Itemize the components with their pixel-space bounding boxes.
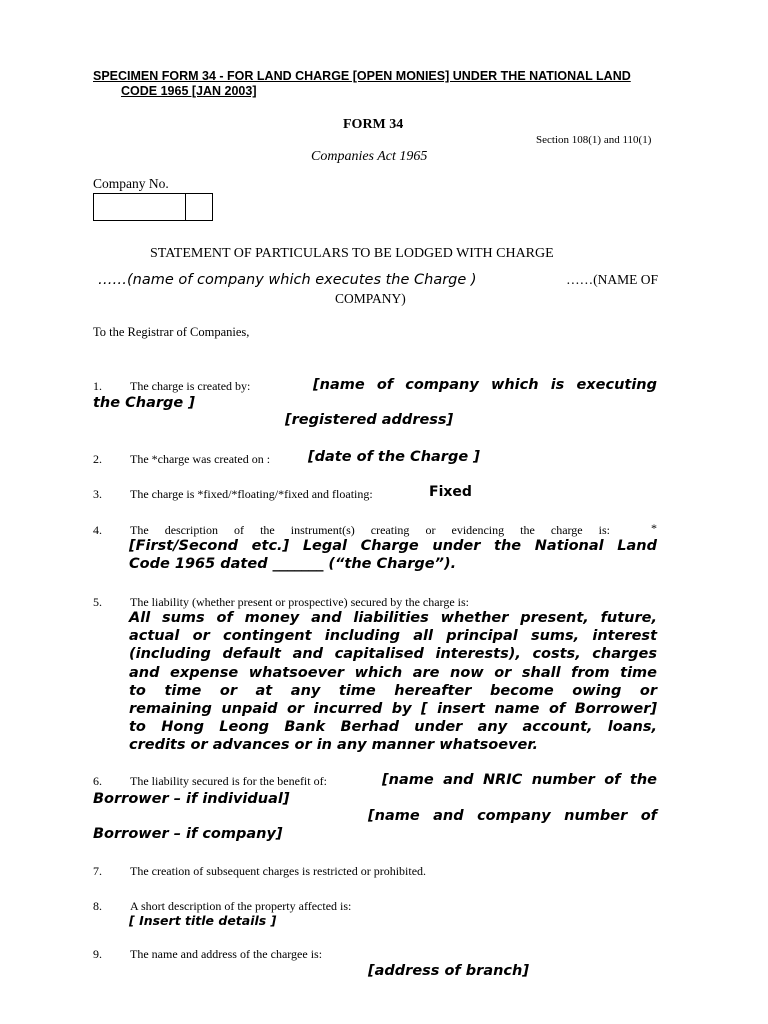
liability-line: remaining unpaid or incurred by [ insert name of Borrower] [129, 701, 657, 718]
company-no-box-divider [185, 194, 186, 220]
item-9-value: [address of branch] [368, 963, 529, 979]
item-5-liability-text [129, 609, 657, 755]
item-6-value-d: Borrower – if company] [93, 826, 283, 842]
liability-line: (including default and capitalised interests), costs, charges [129, 646, 657, 663]
item-8-number: 8. [93, 899, 102, 913]
item-1-value-c: [registered address] [285, 412, 454, 428]
item-6-value-a: [name and NRIC number of the [382, 772, 657, 788]
item-6-value-b: Borrower – if individual] [93, 791, 290, 807]
item-7-number: 7. [93, 864, 102, 878]
company-name-line [98, 272, 658, 289]
statement-title: STATEMENT OF PARTICULARS TO BE LODGED WITH CHARGE [150, 246, 554, 261]
item-8-label: A short description of the property affected is: [130, 899, 352, 913]
item-8-value: [ Insert title details ] [129, 913, 277, 928]
company-name-suffix: ……(NAME OF [566, 272, 658, 287]
item-1-value-b: the Charge ] [93, 395, 195, 411]
item-5-label: The liability (whether present or prospective) secured by the charge is: [130, 595, 469, 609]
document-heading-line1: SPECIMEN FORM 34 - FOR LAND CHARGE [OPEN MONIES] UNDER THE NATIONAL LAND [93, 69, 631, 83]
item-6-label: The liability secured is for the benefit of: [130, 774, 327, 788]
item-4-label: The description of the instrument(s) creating or evidencing the charge is: [130, 523, 610, 537]
item-3-value: Fixed [429, 484, 472, 500]
liability-line: All sums of money and liabilities whether present, future, [129, 610, 657, 626]
liability-line: actual or contingent including all principal sums, interest [129, 628, 657, 645]
item-4-value-b: Code 1965 dated _______ (“the Charge”). [129, 556, 457, 572]
liability-line: to Hong Leong Bank Berhad under any account, loans, [129, 719, 657, 736]
item-3-number: 3. [93, 487, 102, 501]
company-name-suffix2: COMPANY) [335, 291, 406, 306]
item-9-label: The name and address of the chargee is: [130, 947, 323, 961]
act-name: Companies Act 1965 [311, 149, 428, 164]
liability-line: credits or advances or in any manner whatsoever. [129, 737, 538, 754]
liability-line: to time or at any time hereafter become owing or [129, 682, 657, 699]
liability-line: and expense whatsoever which are now or shall from time [129, 664, 657, 681]
item-7-label: The creation of subsequent charges is restricted or prohibited. [130, 864, 427, 878]
item-1-value-a: [name of company which is executing [313, 377, 657, 393]
item-1-number: 1. [93, 379, 102, 393]
item-6-number: 6. [93, 774, 102, 788]
company-name-placeholder: ……(name of company which executes the Charge ) [98, 272, 477, 288]
form-title: FORM 34 [343, 117, 404, 132]
item-5-number: 5. [93, 595, 102, 609]
company-no-label: Company No. [93, 176, 169, 191]
document-heading-line2: CODE 1965 [JAN 2003] [121, 84, 257, 98]
item-9-number: 9. [93, 947, 102, 961]
section-reference: Section 108(1) and 110(1) [536, 134, 652, 146]
item-3-label: The charge is *fixed/*floating/*fixed and floating: [130, 487, 373, 501]
item-2-value: [date of the Charge ] [308, 449, 480, 465]
item-4-value-a: [First/Second etc.] Legal Charge under the National Land [129, 538, 657, 554]
item-2-label: The *charge was created on : [130, 452, 271, 466]
item-4-number: 4. [93, 523, 102, 537]
item-4-star: * [651, 521, 657, 535]
item-6-value-c: [name and company number of [368, 808, 657, 824]
company-no-box[interactable] [93, 193, 213, 221]
item-1-label: The charge is created by: [130, 379, 251, 393]
item-2-number: 2. [93, 452, 102, 466]
addressee: To the Registrar of Companies, [93, 325, 250, 339]
